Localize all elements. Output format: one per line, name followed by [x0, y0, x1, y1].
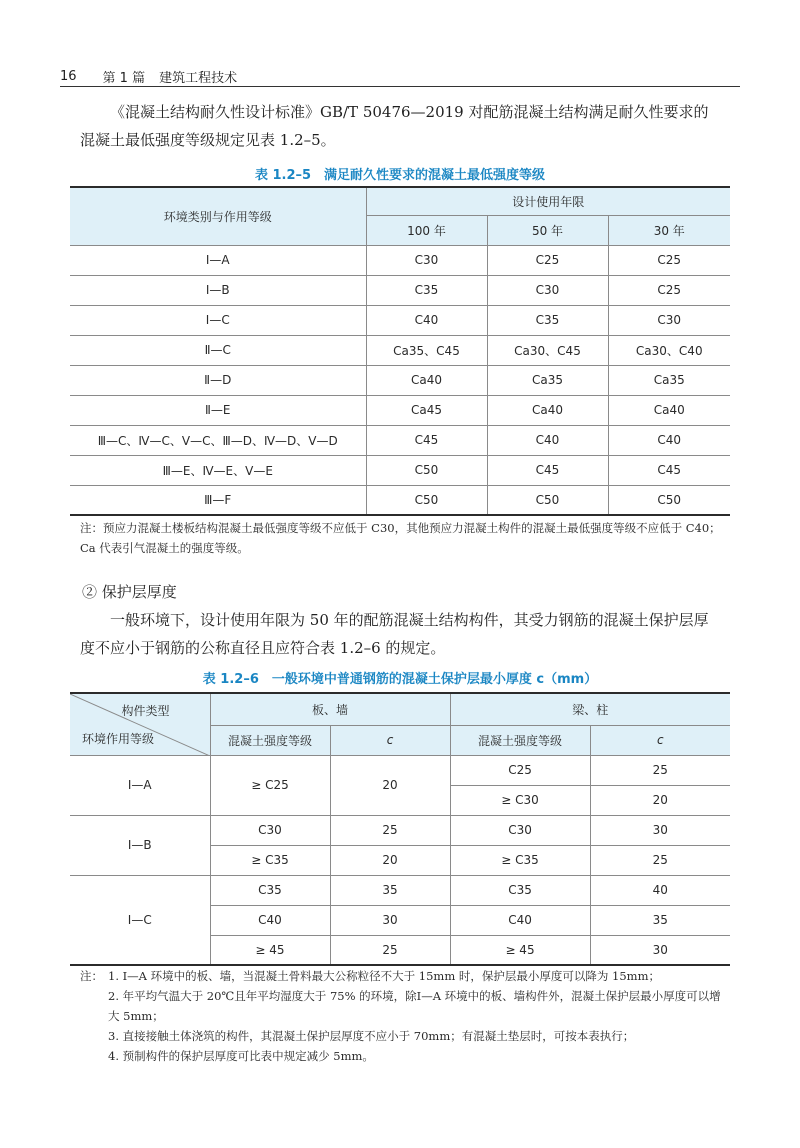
table1-env-cell: Ⅲ—F — [70, 485, 366, 515]
table1-year-header: 100 年 — [366, 215, 487, 245]
chapter-title: 建筑工程技术 — [159, 70, 238, 86]
table2-beam-c: 30 — [590, 815, 730, 845]
note-item — [80, 966, 730, 986]
table1-value-cell: C30 — [366, 245, 487, 275]
table1-env-cell: Ⅰ—A — [70, 245, 366, 275]
table1-value-cell: C40 — [608, 425, 730, 455]
table1-value-cell: C50 — [487, 485, 608, 515]
table2-beam-grade: C30 — [450, 815, 590, 845]
table1-value-cell: C50 — [366, 485, 487, 515]
table2-beam-grade: ≥ 45 — [450, 935, 590, 965]
table2-beam-c: 20 — [590, 785, 730, 815]
table2-slab-c: 35 — [330, 875, 450, 905]
note-text — [108, 966, 730, 986]
note-body: 预制构件的保护层厚度可比表中规定减少 5mm。 — [122, 1049, 374, 1063]
table1-value-cell: C40 — [366, 305, 487, 335]
table2-slab-c: 25 — [330, 935, 450, 965]
table1-body — [70, 245, 730, 515]
note-item — [80, 1046, 730, 1066]
table2-sub-c: c — [590, 725, 730, 755]
table1-row — [70, 245, 730, 275]
table1-value-cell: Ca40 — [608, 395, 730, 425]
table2-slab-grade: ≥ C35 — [210, 845, 330, 875]
table2-beam-header: 梁、柱 — [450, 693, 730, 725]
table1-value-cell: C30 — [487, 275, 608, 305]
section-body: 一般环境下，设计使用年限为 50 年的配筋混凝土结构构件，其受力钢筋的混凝土保护层厚度不应小于钢筋的公称直径且应符合表 1.2–6 的规定。 — [80, 611, 709, 657]
table1-env-cell: Ⅱ—D — [70, 365, 366, 395]
note-number: 4. — [108, 1049, 119, 1063]
table2-sub-c: c — [330, 725, 450, 755]
table2-slab-grade: ≥ C25 — [210, 755, 330, 815]
running-head — [60, 64, 740, 88]
table1-row — [70, 455, 730, 485]
table2-notes — [80, 966, 730, 1066]
table2-slab-grade: C30 — [210, 815, 330, 845]
table1-env-cell: Ⅲ—E、Ⅳ—E、Ⅴ—E — [70, 455, 366, 485]
table-1-2-5 — [70, 186, 730, 516]
table1-value-cell: Ca45 — [366, 395, 487, 425]
table2-beam-grade: ≥ C35 — [450, 845, 590, 875]
table1-value-cell: C35 — [366, 275, 487, 305]
table2-slab-grade: ≥ 45 — [210, 935, 330, 965]
table1-value-cell: C45 — [366, 425, 487, 455]
table1-row — [70, 335, 730, 365]
table2-slab-c: 20 — [330, 755, 450, 815]
table1-row — [70, 275, 730, 305]
table2-slab-grade: C40 — [210, 905, 330, 935]
note-body: 直接接触土体浇筑的构件，其混凝土保护层厚度不应小于 70mm；有混凝土垫层时，可按本表执行； — [122, 1029, 635, 1043]
table1-value-cell: C40 — [487, 425, 608, 455]
page-number: 16 — [60, 68, 77, 84]
note-item — [80, 1026, 730, 1046]
table-1-2-6 — [70, 692, 730, 966]
table1-value-cell: Ca30、C45 — [487, 335, 608, 365]
table1-value-cell: C35 — [487, 305, 608, 335]
note-item — [80, 986, 730, 1026]
table2-beam-grade: C25 — [450, 755, 590, 785]
table2-slab-c: 20 — [330, 845, 450, 875]
table1-row — [70, 425, 730, 455]
table1-value-cell: C50 — [608, 485, 730, 515]
table1-env-cell: Ⅱ—E — [70, 395, 366, 425]
table1-value-cell: C30 — [608, 305, 730, 335]
table1-value-cell: Ca35 — [487, 365, 608, 395]
table2-slab-c: 25 — [330, 815, 450, 845]
table1-env-cell: Ⅲ—C、Ⅳ—C、Ⅴ—C、Ⅲ—D、Ⅳ—D、Ⅴ—D — [70, 425, 366, 455]
table1-value-cell: Ca35 — [608, 365, 730, 395]
table1-value-cell: C25 — [608, 245, 730, 275]
note-number: 1. — [108, 969, 119, 983]
section-heading: ② 保护层厚度 — [82, 583, 177, 601]
table1-group-header: 设计使用年限 — [366, 187, 730, 215]
table2-corner-header — [70, 693, 210, 755]
note-label: 注： — [80, 969, 103, 983]
table1-value-cell: Ca30、C40 — [608, 335, 730, 365]
table1-year-header: 30 年 — [608, 215, 730, 245]
table2-beam-grade: C40 — [450, 905, 590, 935]
table1-value-cell: C50 — [366, 455, 487, 485]
table1-value-cell: Ca40 — [487, 395, 608, 425]
table1-value-cell: C25 — [487, 245, 608, 275]
note-body: 年平均气温大于 20℃且年平均湿度大于 75% 的环境，除Ⅰ—A 环境中的板、墙构件外，混凝土保护层最小厚度可以增大 5mm； — [108, 989, 721, 1023]
table1-env-cell: Ⅱ—C — [70, 335, 366, 365]
table1-value-cell: C25 — [608, 275, 730, 305]
table1-env-header: 环境类别与作用等级 — [70, 187, 366, 245]
table2-beam-c: 25 — [590, 755, 730, 785]
table1-row — [70, 485, 730, 515]
table1-value-cell: C45 — [487, 455, 608, 485]
table2-beam-c: 40 — [590, 875, 730, 905]
header-rule — [60, 86, 740, 87]
table2-beam-c: 35 — [590, 905, 730, 935]
corner-bottom-label: 环境作用等级 — [82, 731, 155, 746]
table2-slab-grade: C35 — [210, 875, 330, 905]
table1-note: 注：预应力混凝土楼板结构混凝土最低强度等级不应低于 C30，其他预应力混凝土构件的混凝土最低强度等级不应低于 C40；Ca 代表引气混凝土的强度等级。 — [80, 521, 721, 555]
table1-row — [70, 305, 730, 335]
table1-row — [70, 395, 730, 425]
table2-beam-grade: C35 — [450, 875, 590, 905]
table2-env-cell: Ⅰ—B — [70, 815, 210, 875]
table1-env-cell: Ⅰ—C — [70, 305, 366, 335]
table2-sub-strength: 混凝土强度等级 — [450, 725, 590, 755]
table2-sub-strength: 混凝土强度等级 — [210, 725, 330, 755]
table1-value-cell: Ca35、C45 — [366, 335, 487, 365]
note-number: 3. — [108, 1029, 119, 1043]
table2-slab-header: 板、墙 — [210, 693, 450, 725]
table1-value-cell: Ca40 — [366, 365, 487, 395]
table2-title: 表 1.2–6 一般环境中普通钢筋的混凝土保护层最小厚度 c（mm） — [202, 672, 598, 687]
table2-slab-c: 30 — [330, 905, 450, 935]
table1-row — [70, 365, 730, 395]
table2-env-cell: Ⅰ—A — [70, 755, 210, 815]
table2-beam-c: 30 — [590, 935, 730, 965]
note-number: 2. — [108, 989, 119, 1003]
note-body: Ⅰ—A 环境中的板、墙，当混凝土骨料最大公称粒径不大于 15mm 时，保护层最小厚度可以降为 15mm； — [122, 969, 660, 983]
intro-paragraph: 《混凝土结构耐久性设计标准》GB/T 50476—2019 对配筋混凝土结构满足耐久性要求的混凝土最低强度等级规定见表 1.2–5。 — [80, 103, 709, 149]
table2-beam-c: 25 — [590, 845, 730, 875]
table1-env-cell: Ⅰ—B — [70, 275, 366, 305]
table2-env-cell: Ⅰ—C — [70, 875, 210, 965]
part-label: 第 1 篇 — [102, 70, 146, 86]
table2-beam-grade: ≥ C30 — [450, 785, 590, 815]
table1-title: 表 1.2–5 满足耐久性要求的混凝土最低强度等级 — [254, 168, 546, 183]
corner-top-label: 构件类型 — [121, 704, 170, 718]
table1-year-header: 50 年 — [487, 215, 608, 245]
table1-value-cell: C45 — [608, 455, 730, 485]
